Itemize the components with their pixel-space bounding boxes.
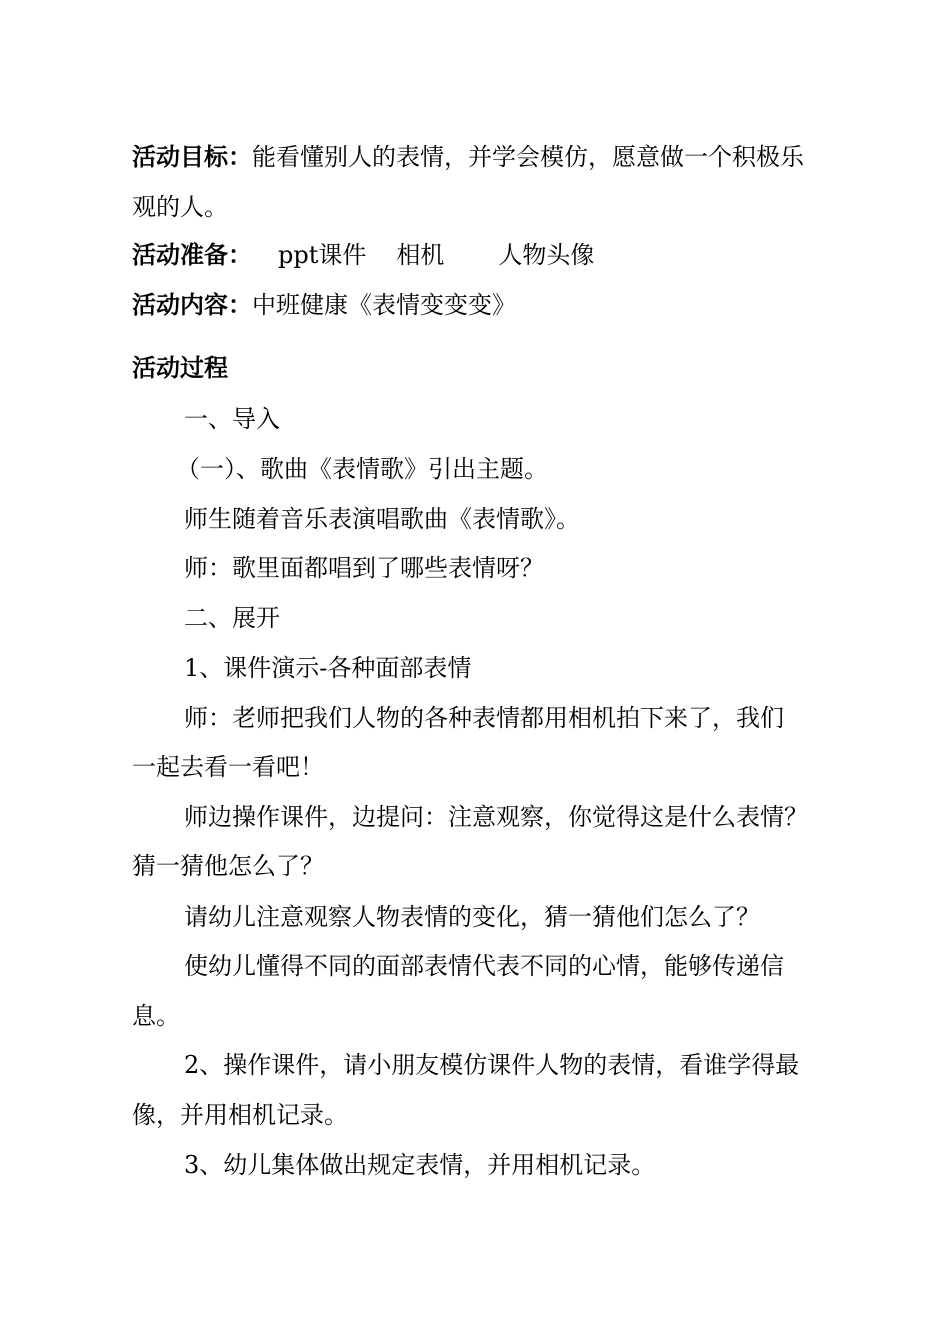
process-line: 一、导入 (184, 405, 280, 433)
process-line: （一）、歌曲《表情歌》引出主题。 (176, 455, 548, 483)
process-line: 1、课件演示-各种面部表情 (184, 654, 472, 682)
goal-text: 能看懂别人的表情，并学会模仿，愿意做一个积极乐 (252, 143, 804, 171)
content-line (132, 290, 832, 320)
process-line: 师生随着音乐表演唱歌曲《表情歌》。 (184, 505, 580, 533)
process-line: 猜一猜他怎么了？ (132, 852, 324, 880)
content-label: 活动内容： (132, 291, 252, 319)
prep-item-ppt: ppt课件 (278, 241, 367, 269)
process-line: 二、展开 (184, 604, 280, 632)
process-line: 师：老师把我们人物的各种表情都用相机拍下来了，我们 (184, 704, 784, 732)
process-line: 请幼儿注意观察人物表情的变化，猜一猜他们怎么了？ (184, 903, 760, 931)
prep-line (132, 240, 832, 270)
process-line: 息。 (132, 1002, 180, 1030)
prep-label: 活动准备： (132, 241, 252, 269)
prep-item-portrait: 人物头像 (498, 241, 595, 269)
process-line: 像，并用相机记录。 (132, 1101, 348, 1129)
process-line: 使幼儿懂得不同的面部表情代表不同的心情，能够传递信 (184, 952, 784, 980)
content-text: 中班健康《表情变变变》 (252, 291, 516, 319)
process-heading: 活动过程 (132, 354, 228, 382)
process-line: 师：歌里面都唱到了哪些表情呀？ (184, 554, 544, 582)
goal-line-continued: 观的人。 (132, 193, 228, 221)
process-line: 师边操作课件，边提问：注意观察，你觉得这是什么表情？ (184, 803, 808, 831)
goal-line (132, 142, 832, 172)
prep-item-camera: 相机 (396, 241, 445, 269)
goal-label: 活动目标： (132, 143, 252, 171)
process-line: 2、操作课件，请小朋友模仿课件人物的表情，看谁学得最 (184, 1051, 800, 1079)
process-line: 3、幼儿集体做出规定表情，并用相机记录。 (184, 1151, 656, 1179)
process-line: 一起去看一看吧！ (132, 753, 324, 781)
